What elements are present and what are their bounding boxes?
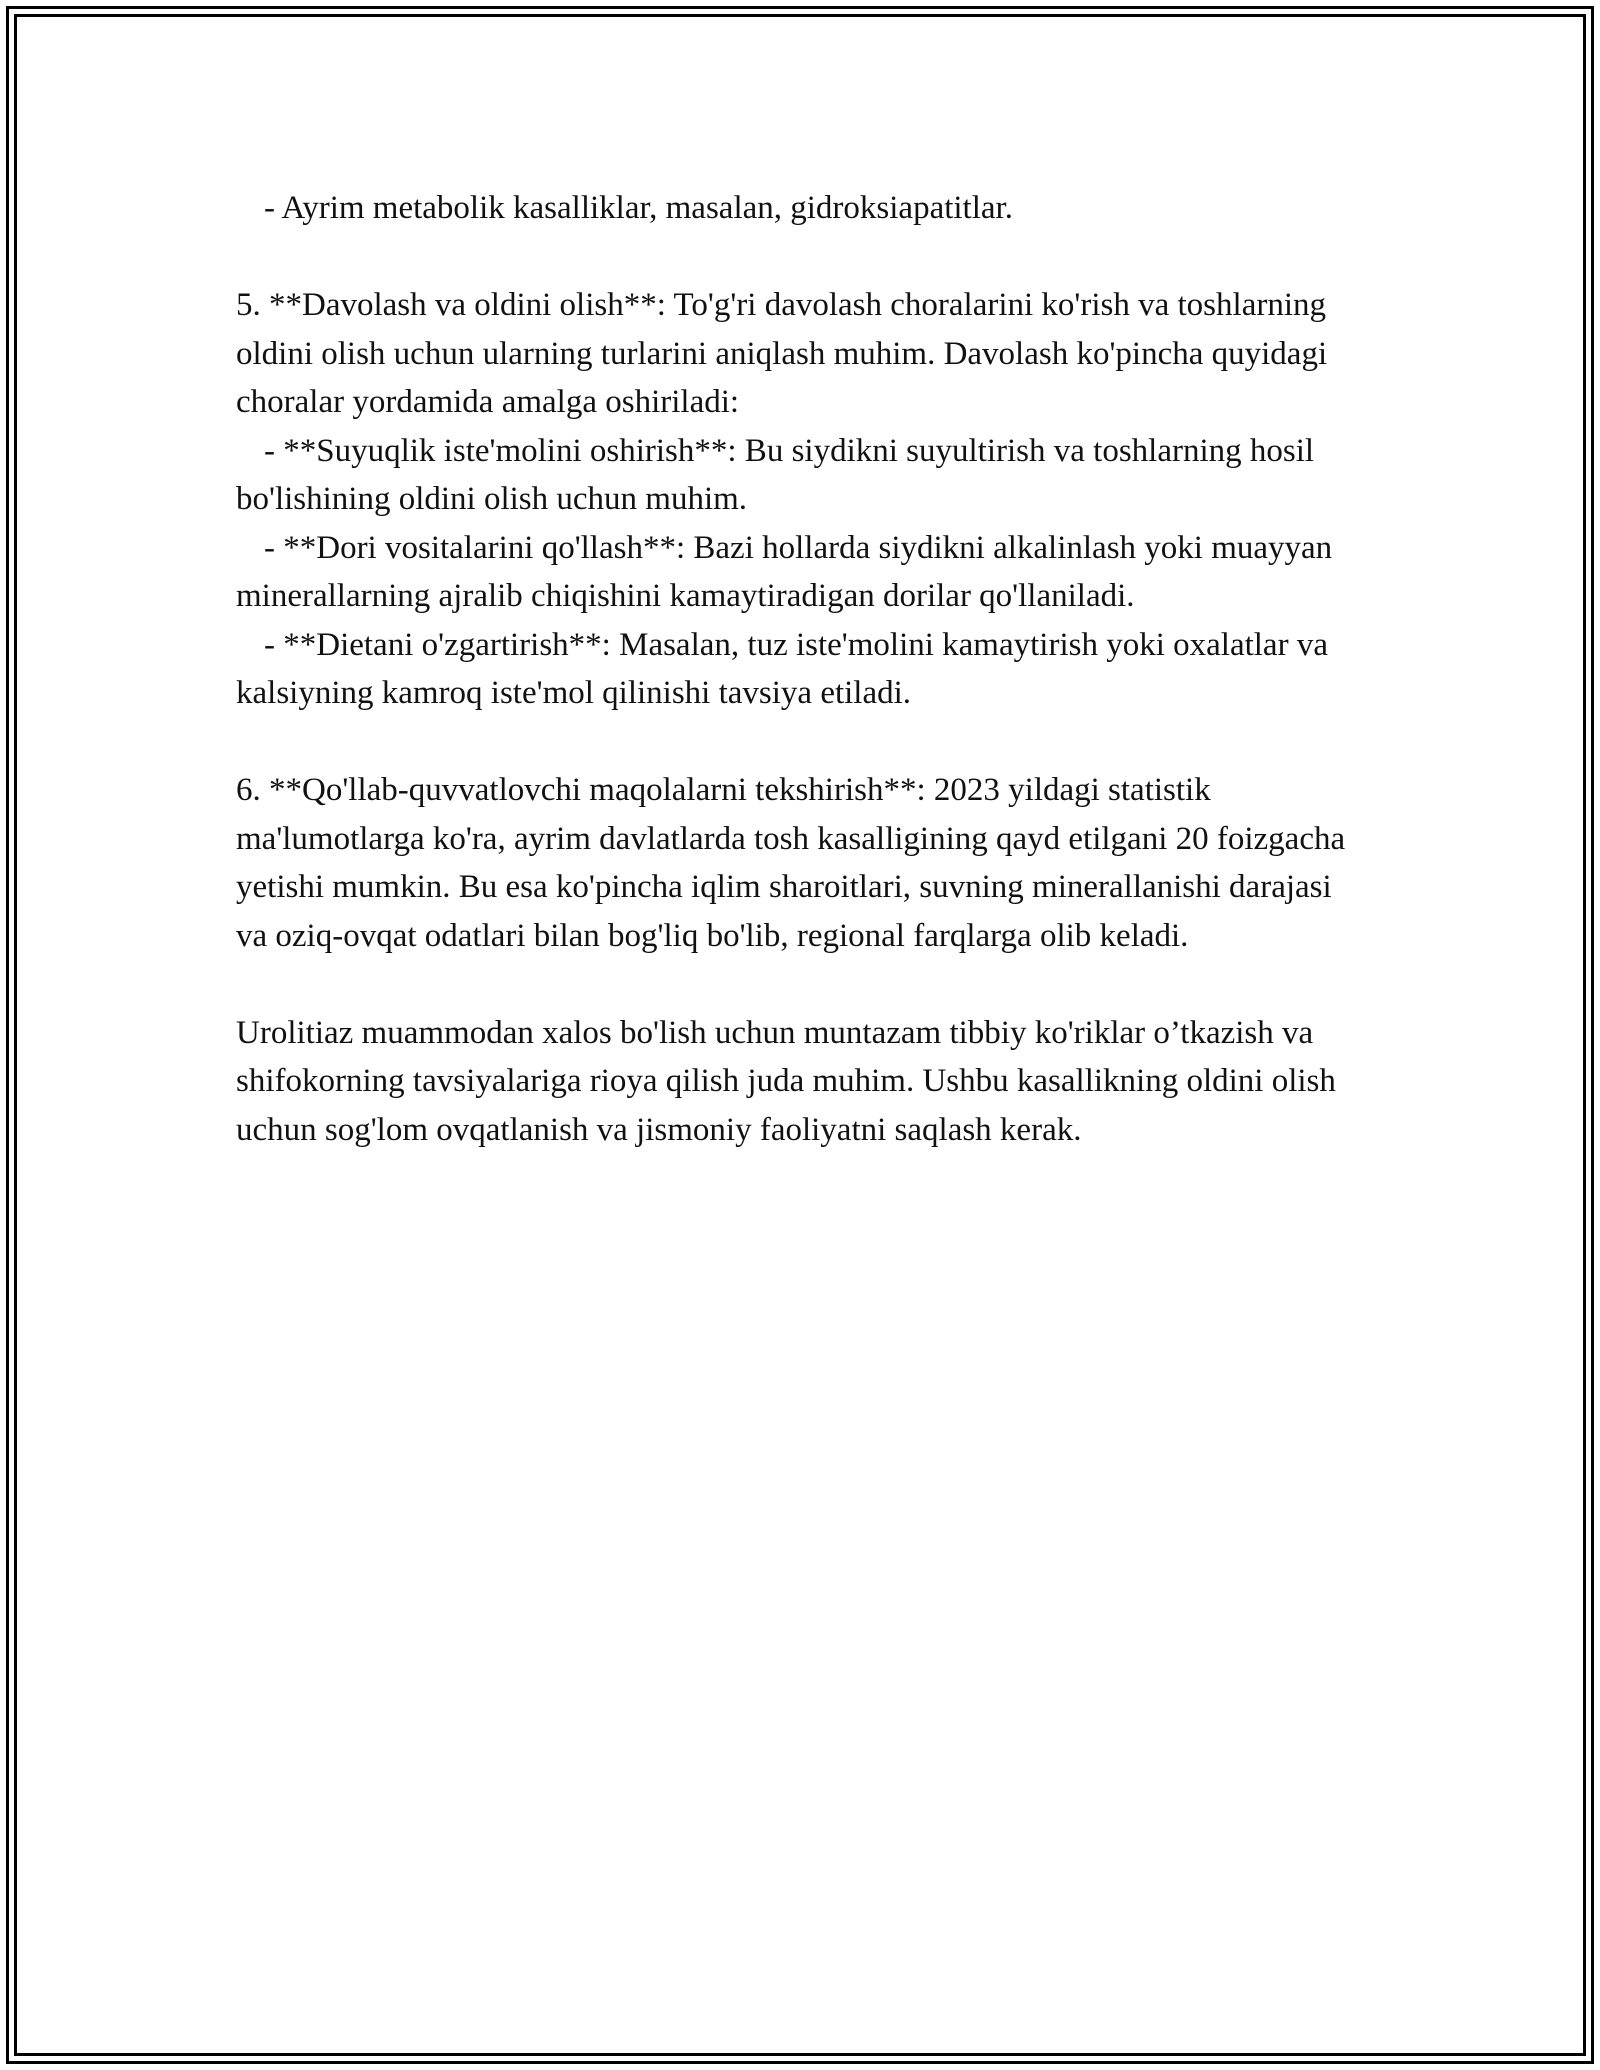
bullet-metabolic-diseases: - Ayrim metabolik kasalliklar, masalan, gidroksiapatitlar. [264,190,1013,226]
item-6-supporting-articles: 6. **Qo'llab-quvvatlovchi maqolalarni tekshirish**: 2023 yildagi statistik ma'lumotlarga ko'ra, ayrim davlatlarda tosh kasalligining qayd etilgani 20 foizgacha yetishi mumkin. Bu esa ko'pincha iqlim sharoitlari, suvning minerallanishi darajasi va oziq-ovqat odatlari bilan bog'liq bo'lib, regional farqlarga olib keladi. [236,772,1346,954]
bullet-fluid-intake: - **Suyuqlik iste'molini oshirish**: Bu siydikni suyultirish va toshlarning hosil bo'lishining oldini olish uchun muhim. [236,432,1315,517]
document-body [236,184,1366,1154]
blank-line [236,233,1366,282]
blank-line [236,960,1366,1009]
bullet-medication: - **Dori vositalarini qo'llash**: Bazi hollarda siydikni alkalinlash yoki muayyan minerallarning ajralib chiqishini kamaytiradigan dorilar qo'llaniladi. [236,529,1333,614]
bullet-diet-change: - **Dietani o'zgartirish**: Masalan, tuz iste'molini kamaytirish yoki oxalatlar va kalsiyning kamroq iste'mol qilinishi tavsiya etiladi. [236,626,1328,711]
blank-line [236,718,1366,767]
closing-paragraph: Urolitiaz muammodan xalos bo'lish uchun muntazam tibbiy ko'riklar o’tkazish va shifokorning tavsiyalariga rioya qilish juda muhim. Ushbu kasallikning oldini olish uchun sog'lom ovqatlanish va jismoniy faoliyatni saqlash kerak. [236,1014,1336,1148]
item-5-treatment-prevention: 5. **Davolash va oldini olish**: To'g'ri davolash choralarini ko'rish va toshlarning oldini olish uchun ularning turlarini aniqlash muhim. Davolash ko'pincha quyidagi choralar yordamida amalga oshiriladi: [236,287,1328,420]
